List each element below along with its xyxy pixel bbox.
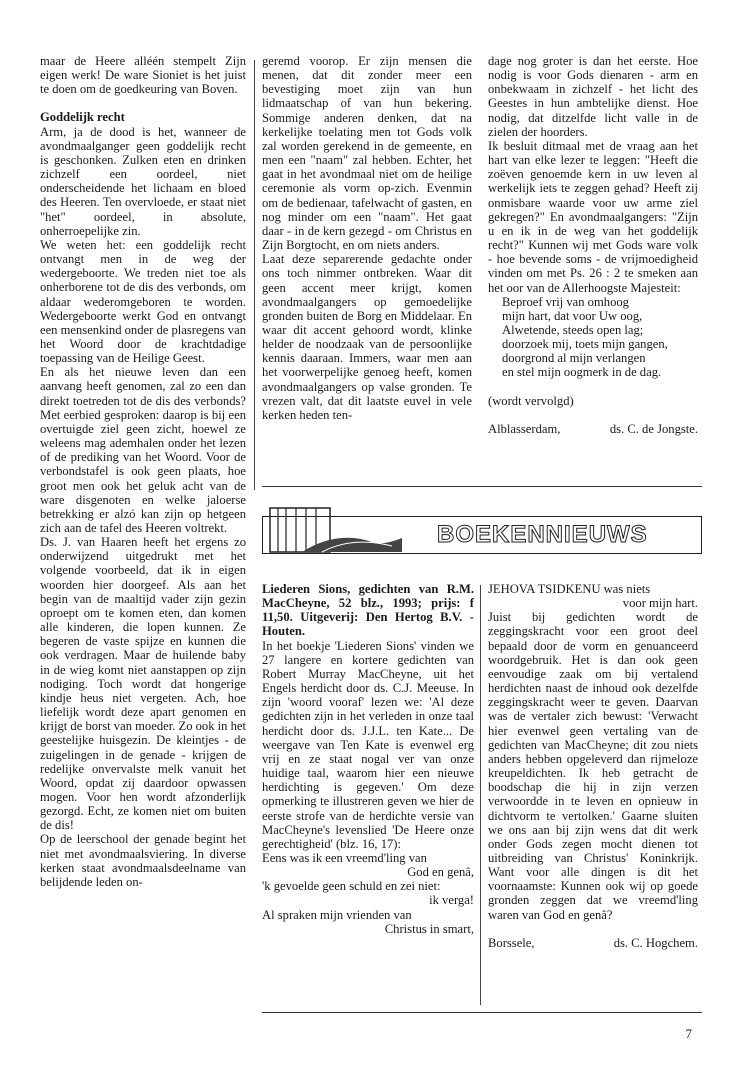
paragraph: Juist bij gedichten wordt de zeggingskracht voor een groot deel bepaald door de vorm en genuanceerd woordgebruik. Het is dan ook geen eenvoudige zaak om bij vertalend herdichten naast de inhoud ook dezelfde zeggingskracht weer te geven. Daarvan was de vertaler zich bewust: 'Verwacht hier evenwel geen vertaling van de gedichten van MacCheyne; dit zou niets anders hebben opgeleverd dan rijmeloze kreupeldichten. Ik heb getracht de boodschap die hij in zijn verzen verwoordde in te leven en opnieuw in dichtvorm te vertolken.' Gaarne sluiten we ons aan bij zijn wens dat dit werk onder Gods zegen mocht dienen tot uitbreiding van Christus' Koninkrijk. Want voor alle dingen is dit het voornaamste: Kunnen ook wij op goede gronden zeggen dat we vreemd'ling waren van God en genâ? [488,610,698,922]
article-column-3 [488,54,698,436]
spacer [488,922,698,936]
review-column-1 [262,582,474,936]
poem-line: Beproef vrij van omhoog [502,294,629,309]
psalm-quote [488,295,698,380]
paragraph: In het boekje 'Liederen Sions' vinden we 27 langere en kortere gedichten van Robert Murray MacCheyne, uit het Engels herdicht door ds. C.J. Meeuse. In zijn 'woord vooraf' lezen we: 'Al deze gedichten zijn in het verleden in onze taal herdicht door ds. J.J.L. ten Kate... De weergave van Ten Kate is evenwel erg vrij en ze staat nogal ver van onze huidige taal, waarom hier een nieuwe herdichting is gegeven.' Om deze opmerking te illustreren geven we hier de eerste strofe van de herdichte versie van MacCheyne's levenslied 'De Heere onze gerechtigheid' (blz. 16, 17): [262,638,474,851]
author-signature [488,422,698,436]
poem-line: Al spraken mijn vrienden van [262,907,412,922]
column-divider [254,60,255,490]
spacer [488,408,698,422]
spacer [488,380,698,394]
review-poem [262,851,474,936]
poem-line-end: voor mijn hart. [622,596,698,611]
poem-line: JEHOVA TSIDKENU was niets [488,582,651,596]
poem-line-end: Christus in smart, [384,921,474,936]
signature-name: ds. C. Hogchem. [613,935,698,950]
signature-place: Borssele, [488,935,535,950]
review-heading: Liederen Sions, gedichten van R.M. MacCheyne, 52 blz., 1993; prijs: f 11,50. Uitgeverij: Den Hertog B.V. - Houten. [262,582,474,639]
banner-title: BOEKENNIEUWS [437,521,648,548]
section-divider [262,486,702,487]
continued-note: (wordt vervolgd) [488,393,574,408]
paragraph: Laat deze separerende gedachte onder ons toch nimmer ontbreken. Waar dit geen accent meer krijgt, komen avondmaalgangers op gemoedelijke gronden buiten de Borg en Middelaar. En waar dit accent gehoord wordt, klinke helder de noodzaak van de persoonlijke kennis daaraan. Immers, waar men aan het voorwerpelijke genoeg heeft, komen avondmaalgangers op valse gronden. Te vrezen valt, dat dit laatste euvel in vele kerken heden ten- [262,252,472,422]
poem-line: mijn hart, dat voor Uw oog, [502,308,643,323]
spacer [40,96,246,110]
poem-line-end: God en genâ, [407,865,474,880]
section-heading: Goddelijk recht [40,110,125,125]
signature-place: Alblasserdam, [488,421,561,436]
poem-line: en stel mijn oogmerk in de dag. [502,365,662,380]
paragraph: We weten het: een goddelijk recht ontvangt men in de weg der wedergeboorte. We treden niet toe als onherborene tot de dis des verbonds, om aldaar wederomgeboren te worden. Wedergeboorte werkt God en ontvangt een mensenkind onder de plasregens van het Woord door de krachtdadige toepassing van de Heilige Geest. [40,237,246,366]
column-divider [480,585,481,1005]
poem-line: doorgrond al mijn verlangen [502,351,646,366]
paragraph: Op de leerschool der genade begint het niet met avondmaalsviering. In diverse kerken staat avondmaalsdeelname van belijdende leden on- [40,832,246,889]
paragraph: maar de Heere alléén stempelt Zijn eigen werk! De ware Sioniet is het juist te doen om de goedkeuring van Boven. [40,54,246,97]
paragraph: Ds. J. van Haaren heeft het ergens zo onderwijzend uitgedrukt met het volgende voorbeeld, dat ik in eigen woorden hier doorgeef. Als aan het begin van de maaltijd vader zijn gezin oproept om te komen eten, dan komen alle kinderen, die lopen kunnen. Ze begeren de vaste spijze en kunnen die ook verdragen. Maar de huilende baby in de wieg komt niet aanstappen op zijn nodiging. Toch wordt dat hongerige kindje heus niet vergeten. Ach, hoe liefelijk wordt deze apart genomen en krijgt de borst van moeder. Zo ook in het geestelijke huisgezin. De kleintjes - de zuigelingen in de genade - krijgen de redelijke onvervalste melk vanuit het Woord, opdat zij daardoor opwassen mogen. Voor hen wordt afzonderlijk gezorgd. Echt, ze komen niet om buiten de dis! [40,535,247,833]
poem-line: doorzoek mij, toets mijn gangen, [502,337,668,352]
article-column-2 [262,54,472,422]
paragraph: dage nog groter is dan het eerste. Hoe nodig is voor Gods dienaren - arm en onbekwaam in zichzelf - het licht des Geestes in hun ambtelijke dienst. Hoe nodig, dat ditzelfde licht valle in de zielen der hoorders. [488,54,698,139]
page-number: 7 [685,1026,692,1041]
poem-line: Eens was ik een vreemd'ling van [262,850,427,865]
review-column-2 [488,582,698,950]
bottom-rule [262,1012,702,1013]
signature-name: ds. C. de Jongste. [609,421,698,436]
boekennieuws-banner [262,502,702,560]
article-column-1 [40,54,246,889]
poem-line: Alwetende, steeds open lag; [502,322,644,337]
paragraph: Arm, ja de dood is het, wanneer de avondmaalganger geen goddelijk recht is geschonken. Zulken eten en drinken zichzelf een oordeel, niet onderscheidende het lichaam en bloed des Heeren. Ten overvloede, er staat niet "het" oordeel, in absolute, onherroepelijke zin. [40,124,246,238]
paragraph: En als het nieuwe leven dan een aanvang heeft genomen, zal zo een dan direkt toetreden tot de dis des verbonds? Met eerbied gesproken: daarop is bij een overtuigde ziel geen zicht, hoewel ze weleens mag ademhalen onder het lezen of de prediking van het Woord. Voor de verbondstafel is ook geen plaats, hoe groot men ook het geluk acht van de ware disgenoten en welke jaloerse betrekking er alzó kan zijn op hetgeen zich aan de tafel des Heeren voltrekt. [40,365,246,535]
poem-line: 'k gevoelde geen schuld en zei niet: [262,879,441,894]
paragraph: geremd voorop. Er zijn mensen die menen, dat dit zonder meer een bevestiging moet zijn van hun lidmaatschap of van hun bekering. Sommige anderen denken, dat na kerkelijke toelating men tot Gods volk zal worden gerekend in de gemeente, en men een "naam" zal hebben. Echter, het gaat in het avondmaal niet om de heilige ceremonie als vorm op-zich. Evenmin om de bedienaar, tafelwacht of gasten, en nog minder om een "naam". Het gaat daar - in de kern gezegd - om Christus en Zijn Borgtocht, en om niets anders. [262,54,472,253]
poem-line-end: ik verga! [429,893,474,908]
paragraph: Ik besluit ditmaal met de vraag aan het hart van elke lezer te leggen: "Heeft die zoëven genoemde kern in uw leven al werkelijk iets te zeggen gehad? Heeft zij onmisbare waarde voor uw arme ziel gekregen?" En avondmaalgangers: "Zijn u en ik in de weg van het goddelijk recht?" Kunnen wij met Gods ware volk - hoe bevende soms - de vrijmoedigheid vinden om met Ps. 26 : 2 te smeken aan het oor van de Allerhoogste Majesteit: [488,138,698,295]
review-signature [488,936,698,950]
